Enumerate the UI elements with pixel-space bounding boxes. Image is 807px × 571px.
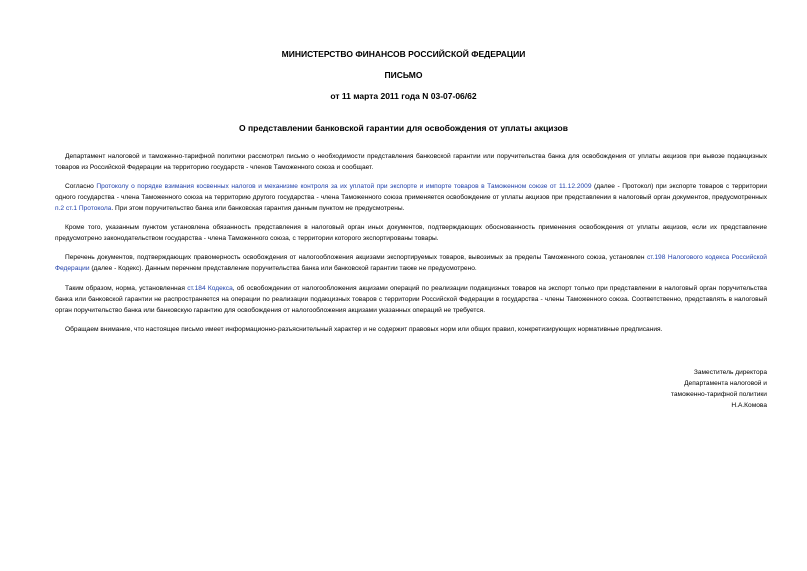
signature-block	[567, 367, 767, 411]
paragraph-4	[55, 253, 767, 275]
paragraph-6	[55, 325, 767, 336]
ministry-heading: МИНИСТЕРСТВО ФИНАНСОВ РОССИЙСКОЙ ФЕДЕРАЦИИ	[281, 49, 526, 59]
paragraph-3-text: Кроме того, указанным пунктом установлена обязанность представления в налоговый орган иных документов, подтверждающих обоснованность применения освобождения от уплаты акцизов, если их представление предусмотрено законодательством государства - члена Таможенного союза, с территории которого экспортированы товары.	[55, 224, 767, 242]
paragraph-6-text: Обращаем внимание, что настоящее письмо имеет информационно-разъяснительный характер и не содержит правовых норм или общих правил, конкретизирующих нормативные предписания.	[65, 326, 663, 333]
tax-code-article-184-link[interactable]: ст.184 Кодекса	[187, 285, 233, 292]
paragraph-2-text-c: . При этом поручительство банка или банковская гарантия данным пунктом не предусмотрены.	[111, 204, 405, 212]
signature-department: Департамента налоговой и	[684, 380, 767, 387]
signature-department-2: таможенно-тарифной политики	[670, 391, 767, 398]
paragraph-5-text-b: , об освобождении от налогообложения акцизами операций по реализации подакцизных товаров на экспорт только при представлении в налоговый орган поручительства банка или банковской гарантии не распространяется на операции по реализации подакцизных товаров с территории Российской Федерации в государства - члены Таможенного союза. Соответственно, представлять в налоговый орган поручительство банка или банковскую гарантию для освобождения от налогообложения акцизами указанных операций не требуется.	[55, 285, 767, 314]
protocol-clause-link[interactable]: п.2 ст.1 Протокола	[55, 204, 112, 212]
signature-position: Заместитель директора	[693, 369, 767, 376]
paragraph-1	[55, 152, 767, 174]
tax-code-article-198-link[interactable]: ст.198 Налогового кодекса Российской Федерации	[55, 254, 767, 272]
paragraph-5	[55, 284, 767, 316]
date-number-heading: от 11 марта 2011 года N 03-07-06/62	[330, 91, 477, 101]
paragraph-2	[55, 182, 767, 214]
paragraph-4-text-b: (далее - Кодекс). Данным перечнем представление поручительства банка или банковской гарантии также не предусмотрено.	[89, 264, 477, 272]
paragraph-2-text-b: (далее - Протокол) при экспорте товаров с территории одного государства - члена Таможенного союза на территорию другого государства - члена Таможенного союза применяется освобождение от уплаты акцизов при представлении в налоговый орган документов, предусмотренных	[55, 183, 768, 201]
protocol-link[interactable]: Протоколу о порядке взимания косвенных налогов и механизме контроля за их уплатой при экспорте и импорте товаров в Таможенном союзе от 11.12.2009	[96, 183, 592, 190]
paragraph-1-text: Департамент налоговой и таможенно-тарифной политики рассмотрел письмо о необходимости представления банковской гарантии или поручительства банка для освобождения от уплаты акцизов при вывозе подакцизных товаров из Российской Федерации на территорию государств - членов Таможенного союза и сообщает.	[55, 153, 767, 171]
paragraph-5-text-a: Таким образом, норма, установленная	[65, 285, 188, 292]
signature-name: Н.А.Комова	[731, 402, 767, 409]
subject-heading: О представлении банковской гарантии для освобождения от уплаты акцизов	[239, 123, 568, 133]
paragraph-3	[55, 223, 767, 245]
paragraph-2-text-a: Согласно	[65, 183, 97, 190]
paragraph-4-text-a: Перечень документов, подтверждающих правомерность освобождения от налогообложения акцизами экспортируемых товаров, вывозимых за пределы Таможенного союза, установлен	[65, 254, 647, 261]
doc-type-heading: ПИСЬМО	[384, 70, 423, 80]
